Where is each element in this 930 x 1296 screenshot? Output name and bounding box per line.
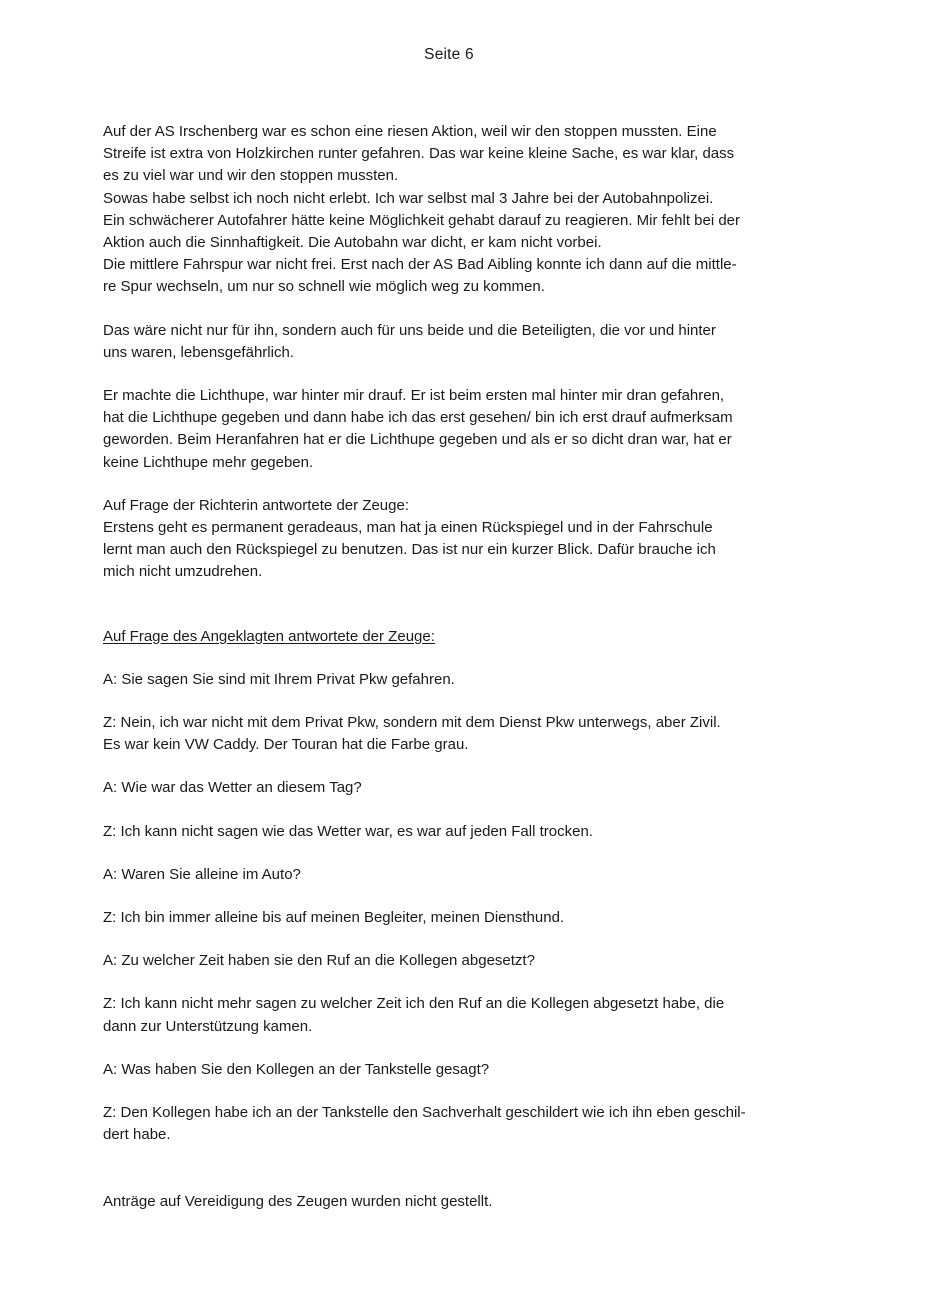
text-line: keine Lichthupe mehr gegeben.	[103, 453, 314, 471]
exchange-item	[103, 993, 823, 1037]
paragraph	[103, 495, 823, 584]
answer-line: Z: Ich kann nicht sagen wie das Wetter war, es war auf jeden Fall trocken.	[103, 822, 593, 840]
paragraph	[103, 121, 823, 299]
text-line: Die mittlere Fahrspur war nicht frei. Erst nach der AS Bad Aibling konnte ich dann auf die mittle-	[103, 256, 737, 274]
text-line: Streife ist extra von Holzkirchen runter gefahren. Das war keine kleine Sache, es war klar, dass	[103, 145, 735, 163]
answer-line: Z: Ich bin immer alleine bis auf meinen Begleiter, meinen Diensthund.	[103, 909, 565, 927]
exchange-item	[103, 821, 823, 843]
text-line: hat die Lichthupe gegeben und dann habe ich das erst gesehen/ bin ich erst drauf aufmerksam	[103, 409, 733, 427]
question-line: A: Waren Sie alleine im Auto?	[103, 865, 301, 883]
text-line: Sowas habe selbst ich noch nicht erlebt. Ich war selbst mal 3 Jahre bei der Autobahnpolizei.	[103, 189, 714, 207]
answer-line: Z: Ich kann nicht mehr sagen zu welcher Zeit ich den Ruf an die Kollegen abgesetzt habe, die	[103, 995, 725, 1013]
text-line: es zu viel war und wir den stoppen mussten.	[103, 167, 399, 185]
text-line: Ein schwächerer Autofahrer hätte keine Möglichkeit gehabt darauf zu reagieren. Mir fehlt bei der	[103, 211, 741, 229]
text-line: Auf Frage der Richterin antwortete der Zeuge:	[103, 496, 409, 514]
text-line: mich nicht umzudrehen.	[103, 563, 263, 581]
exchange-item	[103, 1102, 823, 1146]
section-heading: Auf Frage des Angeklagten antwortete der Zeuge:	[103, 627, 435, 645]
text-line: Auf der AS Irschenberg war es schon eine riesen Aktion, weil wir den stoppen mussten. Eine	[103, 123, 717, 140]
text-line: Das wäre nicht nur für ihn, sondern auch für uns beide und die Beteiligten, die vor und hinter	[103, 321, 716, 339]
answer-line: Z: Den Kollegen habe ich an der Tankstelle den Sachverhalt geschildert wie ich ihn eben geschil-	[103, 1104, 746, 1122]
text-line: uns waren, lebensgefährlich.	[103, 343, 294, 361]
exchange-item	[103, 669, 823, 691]
page-number: Seite 6	[424, 46, 474, 63]
text-line: Aktion auch die Sinnhaftigkeit. Die Autobahn war dicht, er kam nicht vorbei.	[103, 234, 602, 252]
exchange-item	[103, 777, 823, 799]
question-line: A: Zu welcher Zeit haben sie den Ruf an die Kollegen abgesetzt?	[103, 952, 535, 970]
answer-line: Es war kein VW Caddy. Der Touran hat die Farbe grau.	[103, 736, 469, 754]
exchange-item	[103, 1059, 823, 1081]
closing-statement: Anträge auf Vereidigung des Zeugen wurden nicht gestellt.	[103, 1192, 493, 1210]
exchange-item	[103, 864, 823, 886]
answer-line: dann zur Unterstützung kamen.	[103, 1017, 313, 1035]
text-line: re Spur wechseln, um nur so schnell wie möglich weg zu kommen.	[103, 278, 545, 296]
exchange-item	[103, 907, 823, 929]
document-body	[103, 121, 823, 1213]
text-line: lernt man auch den Rückspiegel zu benutzen. Das ist nur ein kurzer Blick. Dafür brauche ich	[103, 541, 716, 559]
exchange-item	[103, 950, 823, 972]
question-line: A: Was haben Sie den Kollegen an der Tankstelle gesagt?	[103, 1060, 490, 1078]
question-line: A: Sie sagen Sie sind mit Ihrem Privat Pkw gefahren.	[103, 670, 455, 688]
answer-line: dert habe.	[103, 1126, 171, 1144]
question-line: A: Wie war das Wetter an diesem Tag?	[103, 779, 362, 797]
exchange-item	[103, 712, 823, 756]
text-line: Erstens geht es permanent geradeaus, man hat ja einen Rückspiegel und in der Fahrschule	[103, 519, 713, 537]
answer-line: Z: Nein, ich war nicht mit dem Privat Pkw, sondern mit dem Dienst Pkw unterwegs, aber Zivil.	[103, 714, 721, 732]
paragraph	[103, 385, 823, 474]
text-line: Er machte die Lichthupe, war hinter mir drauf. Er ist beim ersten mal hinter mir dran gefahren,	[103, 387, 725, 405]
paragraph	[103, 320, 823, 364]
text-line: geworden. Beim Heranfahren hat er die Lichthupe gegeben und als er so dicht dran war, hat er	[103, 431, 732, 449]
